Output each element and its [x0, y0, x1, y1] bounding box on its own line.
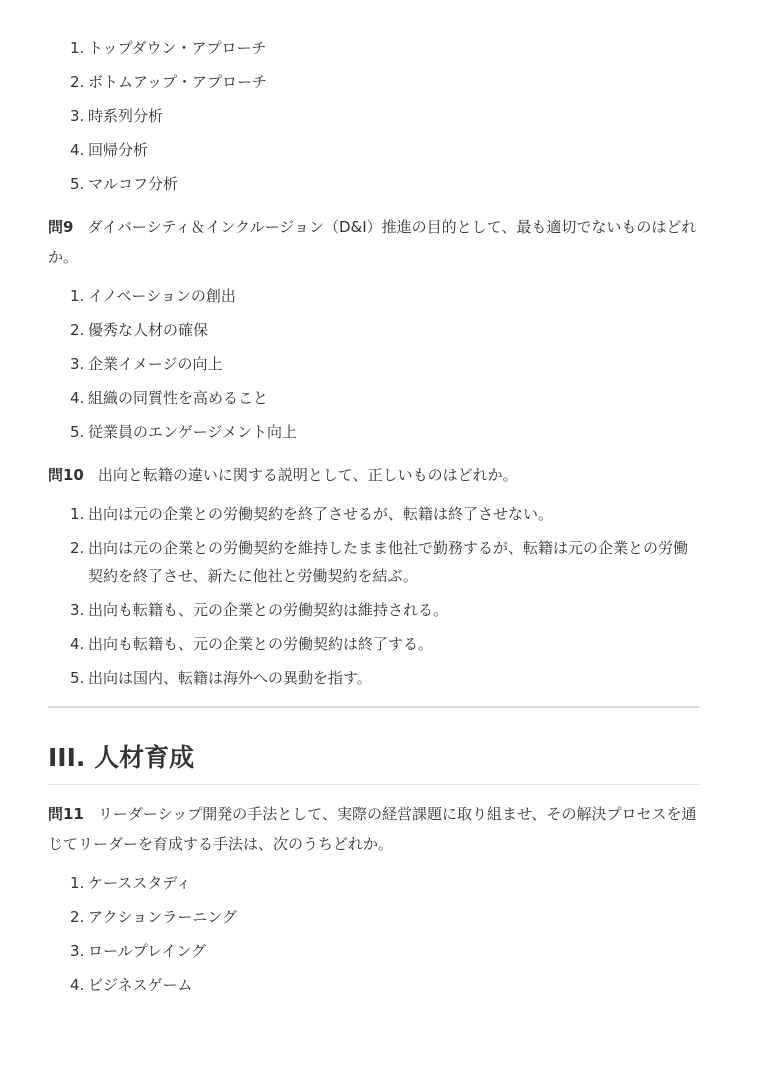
choice-item — [70, 102, 700, 130]
choice-number: 5. — [70, 423, 85, 441]
choice-number: 1. — [70, 39, 85, 57]
choice-number: 3. — [70, 355, 85, 373]
choice-text: ロールプレイング — [88, 942, 207, 960]
choice-number: 1. — [70, 287, 85, 305]
choice-item — [70, 596, 700, 624]
choice-number: 2. — [70, 73, 85, 91]
choice-text: 出向は国内、転籍は海外への異動を指す。 — [88, 669, 372, 687]
choice-text: 時系列分析 — [88, 107, 164, 125]
choice-number: 4. — [70, 141, 85, 159]
choice-text: トップダウン・アプローチ — [88, 39, 267, 57]
choice-text: ケーススタディ — [88, 874, 192, 892]
q10-choices — [48, 500, 700, 692]
choice-item — [70, 664, 700, 692]
q8-choices — [48, 34, 700, 198]
choice-item — [70, 316, 700, 344]
choice-item — [70, 500, 700, 528]
choice-text: 出向は元の企業との労働契約を維持したまま他社で勤務するが、転籍は元の企業との労働契約を終了させ、新たに他社と労働契約を結ぶ。 — [88, 539, 689, 585]
choice-text: 従業員のエンゲージメント向上 — [88, 423, 297, 441]
question-text: 出向と転籍の違いに関する説明として、正しいものはどれか。 — [97, 466, 518, 484]
question-9 — [48, 212, 700, 272]
choice-text: 組織の同質性を高めること — [88, 389, 269, 407]
choice-number: 1. — [70, 874, 85, 892]
choice-number: 5. — [70, 669, 85, 687]
choice-text: 優秀な人材の確保 — [88, 321, 209, 339]
choice-number: 1. — [70, 505, 85, 523]
question-10 — [48, 460, 700, 490]
choice-item — [70, 350, 700, 378]
choice-item — [70, 282, 700, 310]
choice-text: 出向も転籍も、元の企業との労働契約は維持される。 — [88, 601, 449, 619]
choice-number: 4. — [70, 976, 85, 994]
choice-text: ビジネスゲーム — [88, 976, 193, 994]
question-number: 問9 — [48, 218, 74, 236]
choice-item — [70, 937, 700, 965]
document-content — [48, 0, 700, 1005]
choice-text: 出向も転籍も、元の企業との労働契約は終了する。 — [88, 635, 434, 653]
q11-choices — [48, 869, 700, 999]
choice-item — [70, 68, 700, 96]
choice-number: 3. — [70, 107, 85, 125]
choice-item — [70, 903, 700, 931]
choice-number: 3. — [70, 942, 85, 960]
question-number: 問10 — [48, 466, 84, 484]
choice-number: 5. — [70, 175, 85, 193]
choice-item — [70, 384, 700, 412]
choice-item — [70, 534, 700, 590]
choice-number: 4. — [70, 635, 85, 653]
question-text: ダイバーシティ＆インクルージョン（D&I）推進の目的として、最も適切でないものはどれか。 — [48, 218, 697, 266]
choice-text: アクションラーニング — [88, 908, 237, 926]
section-divider — [48, 706, 700, 708]
choice-item — [70, 136, 700, 164]
question-number: 問11 — [48, 805, 84, 823]
choice-text: マルコフ分析 — [88, 175, 179, 193]
choice-item — [70, 630, 700, 658]
choice-number: 2. — [70, 908, 85, 926]
section-title: III. 人材育成 — [48, 738, 700, 785]
choice-number: 3. — [70, 601, 85, 619]
choice-number: 2. — [70, 321, 85, 339]
choice-text: 出向は元の企業との労働契約を終了させるが、転籍は終了させない。 — [88, 505, 554, 523]
choice-text: 回帰分析 — [88, 141, 149, 159]
choice-item — [70, 34, 700, 62]
choice-item — [70, 971, 700, 999]
choice-text: イノベーションの創出 — [88, 287, 236, 305]
choice-item — [70, 869, 700, 897]
choice-text: ボトムアップ・アプローチ — [88, 73, 267, 91]
choice-number: 2. — [70, 539, 85, 557]
question-text: リーダーシップ開発の手法として、実際の経営課題に取り組ませ、その解決プロセスを通じてリーダーを育成する手法は、次のうちどれか。 — [48, 805, 697, 853]
choice-item — [70, 170, 700, 198]
q9-choices — [48, 282, 700, 446]
choice-item — [70, 418, 700, 446]
choice-text: 企業イメージの向上 — [88, 355, 223, 373]
choice-number: 4. — [70, 389, 85, 407]
question-11 — [48, 799, 700, 859]
